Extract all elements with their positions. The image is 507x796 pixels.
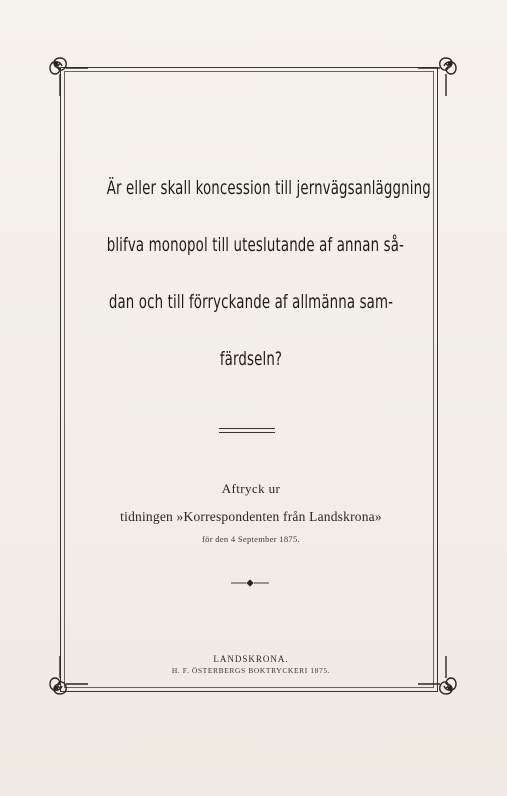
double-rule-divider — [219, 428, 275, 433]
newspaper-source: tidningen »Korrespondenten från Landskrona» — [120, 509, 382, 524]
ornamental-divider-icon — [230, 578, 270, 588]
imprint-printer: H. F. ÖSTERBERGS BOKTRYCKERI 1875. — [171, 666, 331, 675]
title-line: blifva monopol till uteslutande af annan så- — [106, 234, 405, 256]
scroll-flourish-icon — [44, 52, 92, 100]
title-line: färdseln? — [219, 348, 283, 370]
publication-date: för den 4 September 1875. — [202, 534, 300, 544]
reprint-note: Aftryck ur — [221, 481, 281, 496]
title-line: dan och till förryckande af allmänna sam- — [108, 291, 394, 313]
title-line: Är eller skall koncession till jernvägsanläggning — [106, 177, 431, 199]
imprint-place: LANDSKRONA. — [213, 654, 289, 664]
document-title — [66, 160, 436, 388]
scroll-flourish-icon — [414, 52, 462, 100]
